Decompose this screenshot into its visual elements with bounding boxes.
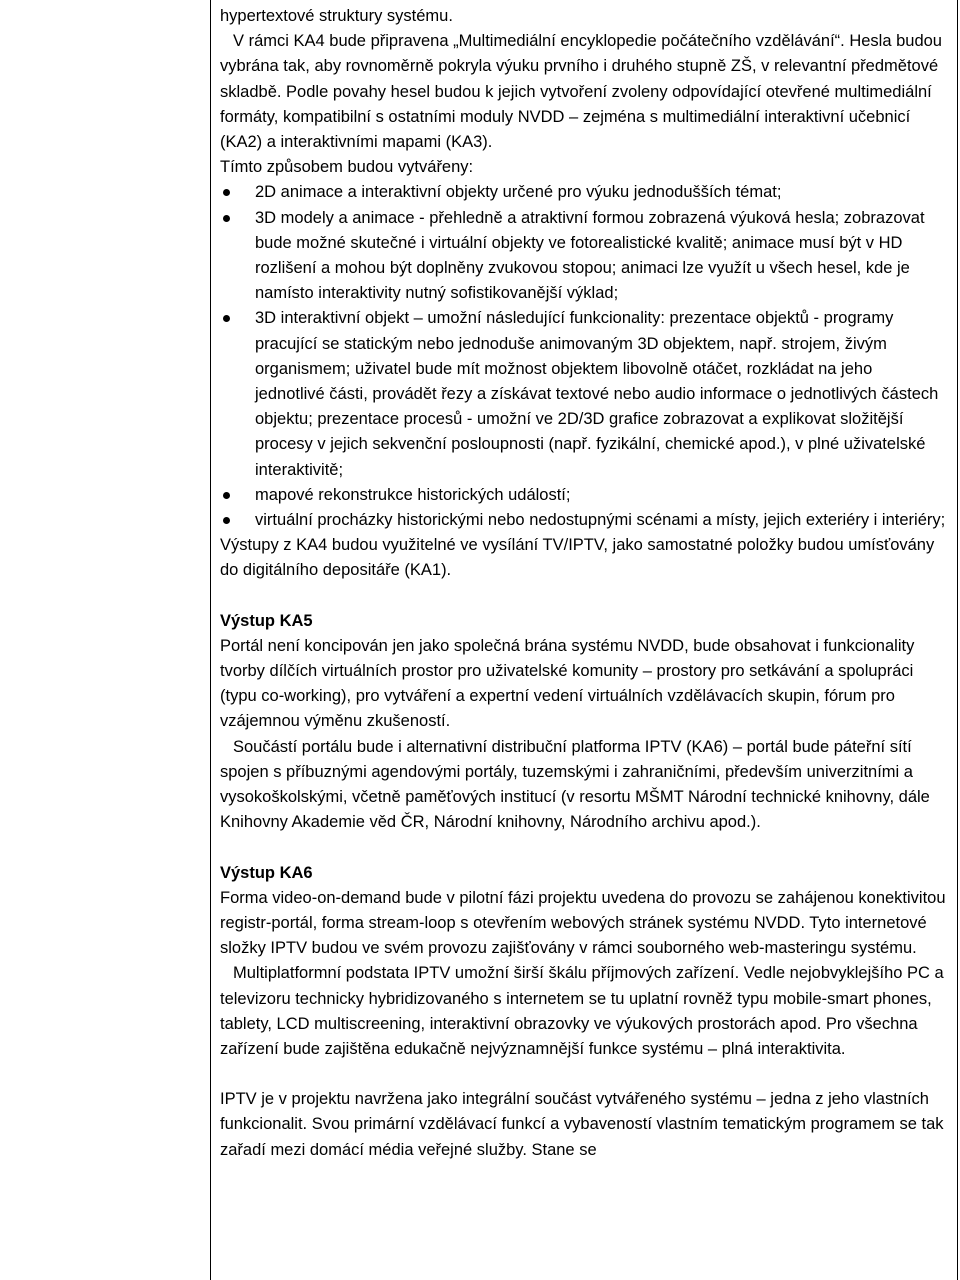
iptv-paragraph: IPTV je v projektu navržena jako integrální součást vytvářeného systému – jedna z jeho vlastních funkcionalit. Svou primární vzdělávací funkcí a vybaveností vlastním tematickým programem se tak zařadí mezi domácí média veřejné služby. Stane se: [220, 1090, 944, 1159]
document-body: [220, 4, 946, 1163]
ka6-paragraph-2: Multiplatformní podstata IPTV umožní širší škálu příjmových zařízení. Vedle nejobvyklejšího PC a televizoru technicky hybridizovaného s internetem se tu uplatní rovněž typu mobile-smart phones, tablety, LCD multiscreening, interaktivní obrazovky ve výukových prostorách apod. Pro všechna zařízení bude zajištěna edukačně nejvýznamnější funkce systému – plná interaktivita.: [220, 964, 944, 1058]
ka4-bullet-list: [220, 180, 946, 533]
list-item: 2D animace a interaktivní objekty určené pro výuku jednodušších témat;: [220, 180, 946, 205]
list-item: mapové rekonstrukce historických událostí;: [220, 483, 946, 508]
ka5-paragraph-2: Součástí portálu bude i alternativní distribuční platforma IPTV (KA6) – portál bude páteřní sítí spojen s příbuznými agendovými portály, tuzemskými i zahraničními, především univerzitními a vysokoškolskými, včetně paměťových institucí (v resortu MŠMT Národní technické knihovny, dále Knihovny Akademie věd ČR, Národní knihovny, Národního archivu apod.).: [220, 737, 930, 832]
ka6-heading: Výstup KA6: [220, 863, 313, 882]
list-item: 3D interaktivní objekt – umožní následující funkcionality: prezentace objektů - programy pracující se statickým nebo jednoduše animovaným 3D objektem, např. strojem, živým organismem; uživatel bude mít možnost objektem libovolně otáčet, rozkládat na jeho jednotlivé části, provádět řezy a získávat textové nebo audio informace o jednotlivých částech objektu; prezentace procesů - umožní ve 2D/3D grafice zobrazovat a explikovat složitější procesy v jejich sekvenční posloupnosti (např. fyzikální, chemické apod.), v plné uživatelské interaktivitě;: [220, 306, 946, 482]
ka6-paragraph-1: Forma video-on-demand bude v pilotní fázi projektu uvedena do provozu se zahájenou konektivitou registr-portál, forma stream-loop s otevřením webových stránek systému NVDD. Tyto internetové složky IPTV budou ve svém provozu zajišťovány v rámci souborného web-masteringu systému.: [220, 888, 946, 958]
ka4-paragraph: V rámci KA4 bude připravena „Multimediální encyklopedie počátečního vzdělávání“. Hesla budou vybrána tak, aby rovnoměrně pokryla výuku prvního i druhého stupně ZŠ, v relevantní předmětové skladbě. Podle povahy hesel budou k jejich vytvoření zvoleny odpovídající otevřené multimediální formáty, kompatibilní s ostatními moduly NVDD – zejména s multimediální interaktivní učebnicí (KA2) a interaktivními mapami (KA3).: [220, 32, 942, 152]
list-item: 3D modely a animace - přehledně a atraktivní formou zobrazená výuková hesla; zobrazovat bude možné skutečné i virtuální objekty ve fotorealistické kvalitě; animace musí být v HD rozlišení a mohou být doplněny zvukovou stopou; animaci lze využít u všech hesel, kde je namísto interaktivity nutný sofistikovanější výklad;: [220, 206, 946, 307]
ka5-paragraph-1: Portál není koncipován jen jako společná brána systému NVDD, bude obsahovat i funkcionality tvorby dílčích virtuálních prostor pro uživatelské komunity – prostory pro setkávání a spolupráci (typu co-working), pro vytváření a expertní vedení virtuálních vzdělávacích skupin, fórum pro vzájemnou výměnu zkušeností.: [220, 636, 915, 731]
list-item: virtuální procházky historickými nebo nedostupnými scénami a místy, jejich exteriéry i interiéry;: [220, 508, 946, 533]
ka4-outputs-paragraph: Výstupy z KA4 budou využitelné ve vysílání TV/IPTV, jako samostatné položky budou umísťovány do digitálního depositáře (KA1).: [220, 536, 935, 580]
intro-line-end: hypertextové struktury systému.: [220, 7, 453, 25]
ka5-heading: Výstup KA5: [220, 611, 313, 630]
ka4-list-intro: Tímto způsobem budou vytvářeny:: [220, 158, 474, 177]
